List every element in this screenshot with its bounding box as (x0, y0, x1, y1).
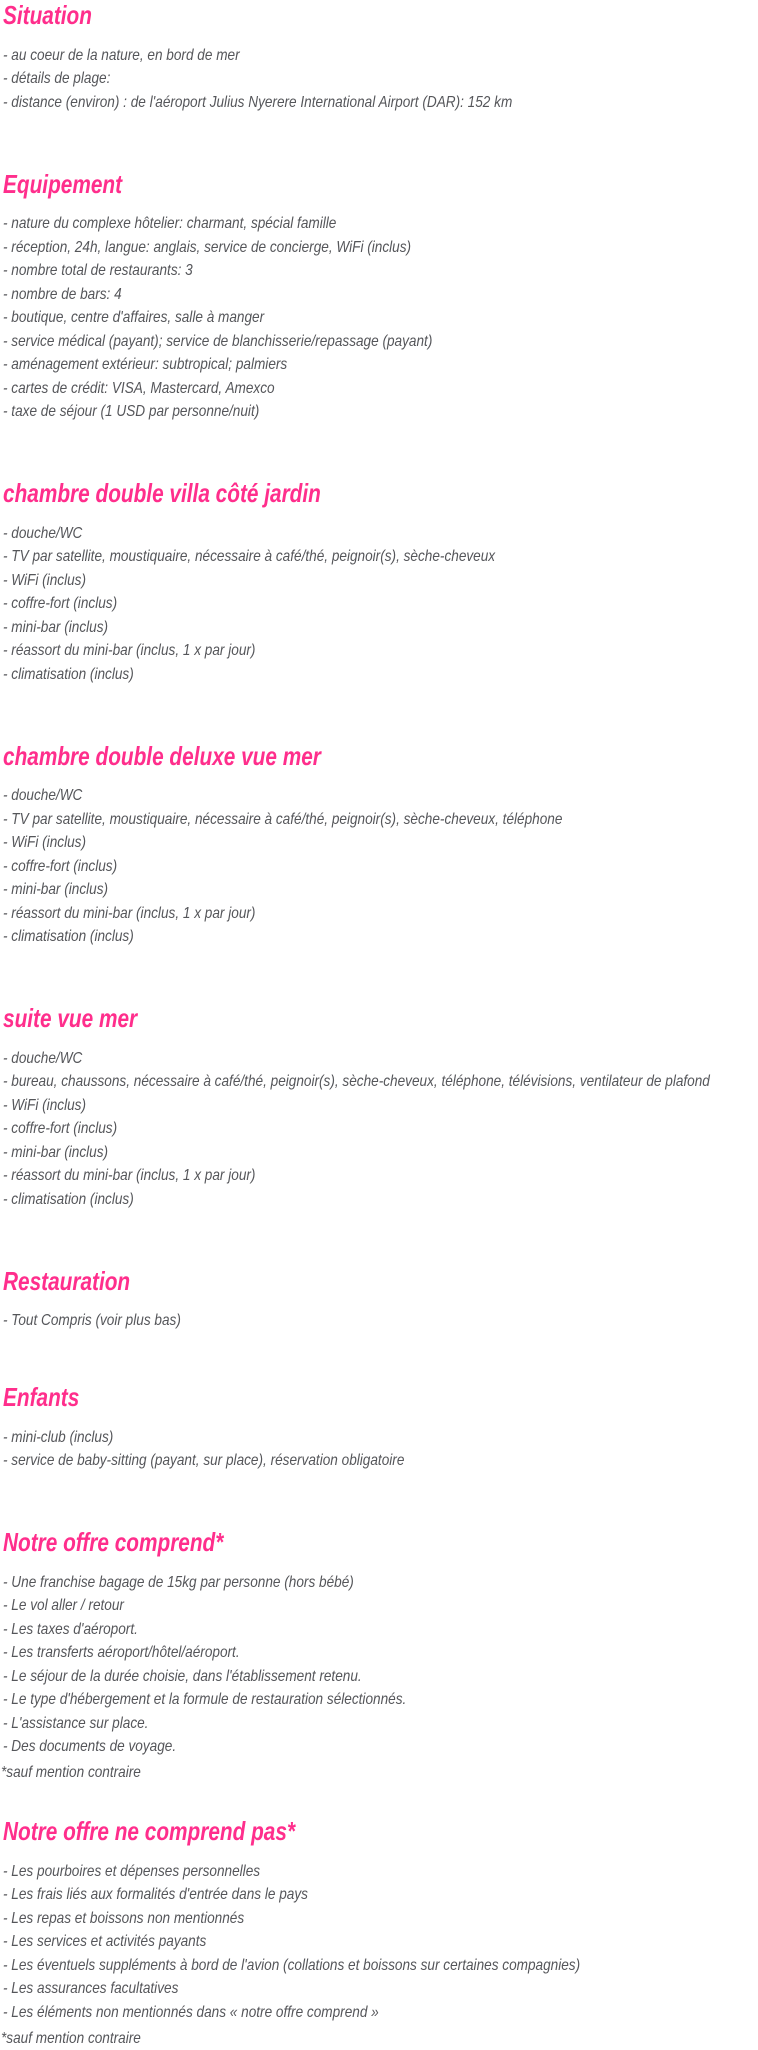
section-item-list (0, 1426, 758, 1473)
list-item: - climatisation (inclus) (3, 663, 645, 687)
section (0, 1003, 758, 1211)
section (0, 169, 758, 424)
section-title: suite vue mer (3, 1003, 607, 1034)
list-item: - Le vol aller / retour (3, 1594, 645, 1618)
list-item: - cartes de crédit: VISA, Mastercard, Amexco (3, 377, 645, 401)
section-item-list (0, 1047, 758, 1212)
list-item: - au coeur de la nature, en bord de mer (3, 44, 645, 68)
section (0, 1382, 758, 1473)
section-item-list (0, 212, 758, 424)
section (0, 1816, 758, 2050)
list-item: - Les pourboires et dépenses personnelles (3, 1860, 645, 1884)
list-item: - Les éléments non mentionnés dans « notre offre comprend » (3, 2001, 645, 2025)
list-item: - Tout Compris (voir plus bas) (3, 1309, 645, 1333)
list-item: - Les éventuels suppléments à bord de l'avion (collations et boissons sur certaines compagnies) (3, 1954, 645, 1978)
list-item: - mini-bar (inclus) (3, 1141, 645, 1165)
list-item: - coffre-fort (inclus) (3, 592, 645, 616)
list-item: - Le séjour de la durée choisie, dans l'établissement retenu. (3, 1665, 645, 1689)
list-item: - TV par satellite, moustiquaire, nécessaire à café/thé, peignoir(s), sèche-cheveux (3, 545, 645, 569)
section (0, 1527, 758, 1785)
section-title: Enfants (3, 1382, 607, 1413)
list-item: - Une franchise bagage de 15kg par personne (hors bébé) (3, 1571, 645, 1595)
list-item: - Les transferts aéroport/hôtel/aéroport. (3, 1641, 645, 1665)
list-item: - Les frais liés aux formalités d'entrée dans le pays (3, 1883, 645, 1907)
list-item: - service de baby-sitting (payant, sur place), réservation obligatoire (3, 1449, 645, 1473)
section-item-list (0, 1571, 758, 1759)
list-item: - réassort du mini-bar (inclus, 1 x par jour) (3, 639, 645, 663)
section-footnote: *sauf mention contraire (1, 2027, 644, 2050)
list-item: - mini-bar (inclus) (3, 616, 645, 640)
list-item: - Les assurances facultatives (3, 1977, 645, 2001)
list-item: - douche/WC (3, 784, 645, 808)
section-item-list (0, 1309, 758, 1333)
list-item: - douche/WC (3, 1047, 645, 1071)
list-item: - L'assistance sur place. (3, 1712, 645, 1736)
list-item: - détails de plage: (3, 67, 645, 91)
list-item: - TV par satellite, moustiquaire, nécessaire à café/thé, peignoir(s), sèche-cheveux, téléphone (3, 808, 645, 832)
list-item: - WiFi (inclus) (3, 1094, 645, 1118)
list-item: - distance (environ) : de l'aéroport Julius Nyerere International Airport (DAR): 152 km (3, 91, 645, 115)
section-item-list (0, 44, 758, 115)
list-item: - WiFi (inclus) (3, 569, 645, 593)
list-item: - WiFi (inclus) (3, 831, 645, 855)
section-title: Equipement (3, 169, 607, 200)
list-item: - douche/WC (3, 522, 645, 546)
section-title: chambre double villa côté jardin (3, 478, 607, 509)
section-item-list (0, 784, 758, 949)
list-item: - nature du complexe hôtelier: charmant, spécial famille (3, 212, 645, 236)
list-item: - mini-bar (inclus) (3, 878, 645, 902)
list-item: - nombre de bars: 4 (3, 283, 645, 307)
section-item-list (0, 1860, 758, 2025)
list-item: - réassort du mini-bar (inclus, 1 x par jour) (3, 902, 645, 926)
list-item: - nombre total de restaurants: 3 (3, 259, 645, 283)
section-title: Notre offre ne comprend pas* (3, 1816, 607, 1847)
section (0, 1266, 758, 1333)
section (0, 478, 758, 686)
list-item: - coffre-fort (inclus) (3, 855, 645, 879)
list-item: - climatisation (inclus) (3, 925, 645, 949)
section-title: chambre double deluxe vue mer (3, 741, 607, 772)
section-title: Notre offre comprend* (3, 1527, 607, 1558)
list-item: - Les services et activités payants (3, 1930, 645, 1954)
list-item: - aménagement extérieur: subtropical; palmiers (3, 353, 645, 377)
section (0, 0, 758, 114)
section-title: Restauration (3, 1266, 607, 1297)
section-footnote: *sauf mention contraire (1, 1761, 644, 1785)
list-item: - réassort du mini-bar (inclus, 1 x par jour) (3, 1164, 645, 1188)
list-item: - Des documents de voyage. (3, 1735, 645, 1759)
list-item: - mini-club (inclus) (3, 1426, 645, 1450)
section (0, 741, 758, 949)
section-item-list (0, 522, 758, 687)
list-item: - Les repas et boissons non mentionnés (3, 1907, 645, 1931)
list-item: - Le type d'hébergement et la formule de restauration sélectionnés. (3, 1688, 645, 1712)
list-item: - service médical (payant); service de blanchisserie/repassage (payant) (3, 330, 645, 354)
list-item: - réception, 24h, langue: anglais, service de concierge, WiFi (inclus) (3, 236, 645, 260)
section-title: Situation (3, 0, 607, 31)
list-item: - bureau, chaussons, nécessaire à café/thé, peignoir(s), sèche-cheveux, téléphone, télévisions, ventilateur de plafond (3, 1070, 645, 1094)
list-item: - Les taxes d'aéroport. (3, 1618, 645, 1642)
list-item: - boutique, centre d'affaires, salle à manger (3, 306, 645, 330)
list-item: - climatisation (inclus) (3, 1188, 645, 1212)
list-item: - coffre-fort (inclus) (3, 1117, 645, 1141)
list-item: - taxe de séjour (1 USD par personne/nuit) (3, 400, 645, 424)
